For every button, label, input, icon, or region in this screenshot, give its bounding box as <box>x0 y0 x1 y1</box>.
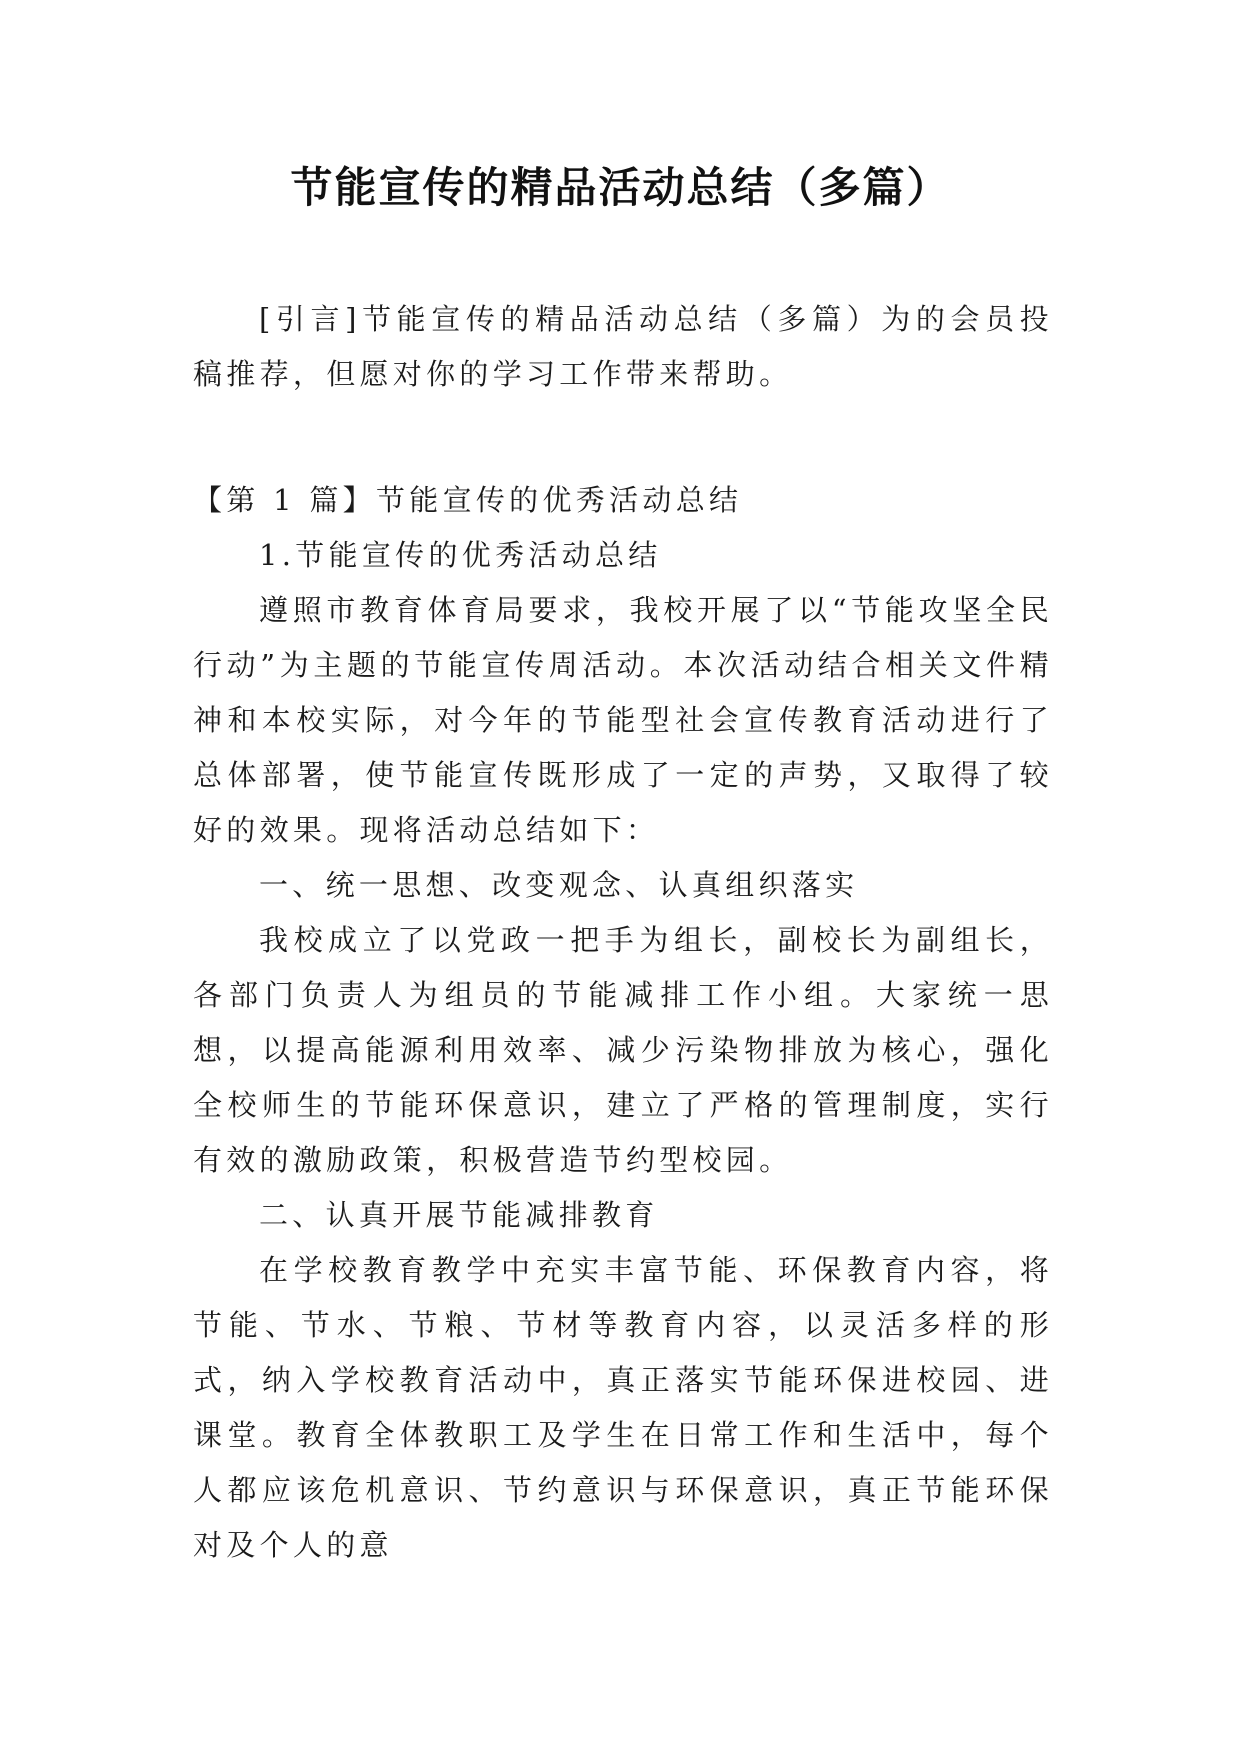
section-subheading: 一、统一思想、改变观念、认真组织落实 <box>259 868 859 902</box>
section-subheading: 二、认真开展节能减排教育 <box>259 1198 659 1232</box>
document-title: 节能宣传的精品活动总结（多篇） <box>290 163 951 212</box>
document-body <box>193 292 1053 1573</box>
body-paragraph: 我校成立了以党政一把手为组长，副校长为副组长，各部门负责人为组员的节能减排工作小组。大家统一思想，以提高能源利用效率、减少污染物排放为核心，强化全校师生的节能环保意识，建立了严格的管理制度，实行有效的激励政策，积极营造节约型校园。 <box>193 923 1053 1177</box>
body-paragraph: 在学校教育教学中充实丰富节能、环保教育内容，将节能、节水、节粮、节材等教育内容，以灵活多样的形式，纳入学校教育活动中，真正落实节能环保进校园、进课堂。教育全体教职工及学生在日常工作和生活中，每个人都应该危机意识、节约意识与环保意识，真正节能环保对及个人的意 <box>193 1253 1053 1562</box>
body-paragraph: 遵照市教育体育局要求，我校开展了以“节能攻坚全民行动”为主题的节能宣传周活动。本次活动结合相关文件精神和本校实际，对今年的节能型社会宣传教育活动进行了总体部署，使节能宣传既形成了一定的声势，又取得了较好的效果。现将活动总结如下： <box>193 593 1053 847</box>
section-heading: 【第 1 篇】节能宣传的优秀活动总结 <box>193 483 743 517</box>
subsection-title: 1.节能宣传的优秀活动总结 <box>259 538 662 572</box>
intro-paragraph: [引言]节能宣传的精品活动总结（多篇）为的会员投稿推荐，但愿对你的学习工作带来帮助。 <box>193 302 1053 391</box>
